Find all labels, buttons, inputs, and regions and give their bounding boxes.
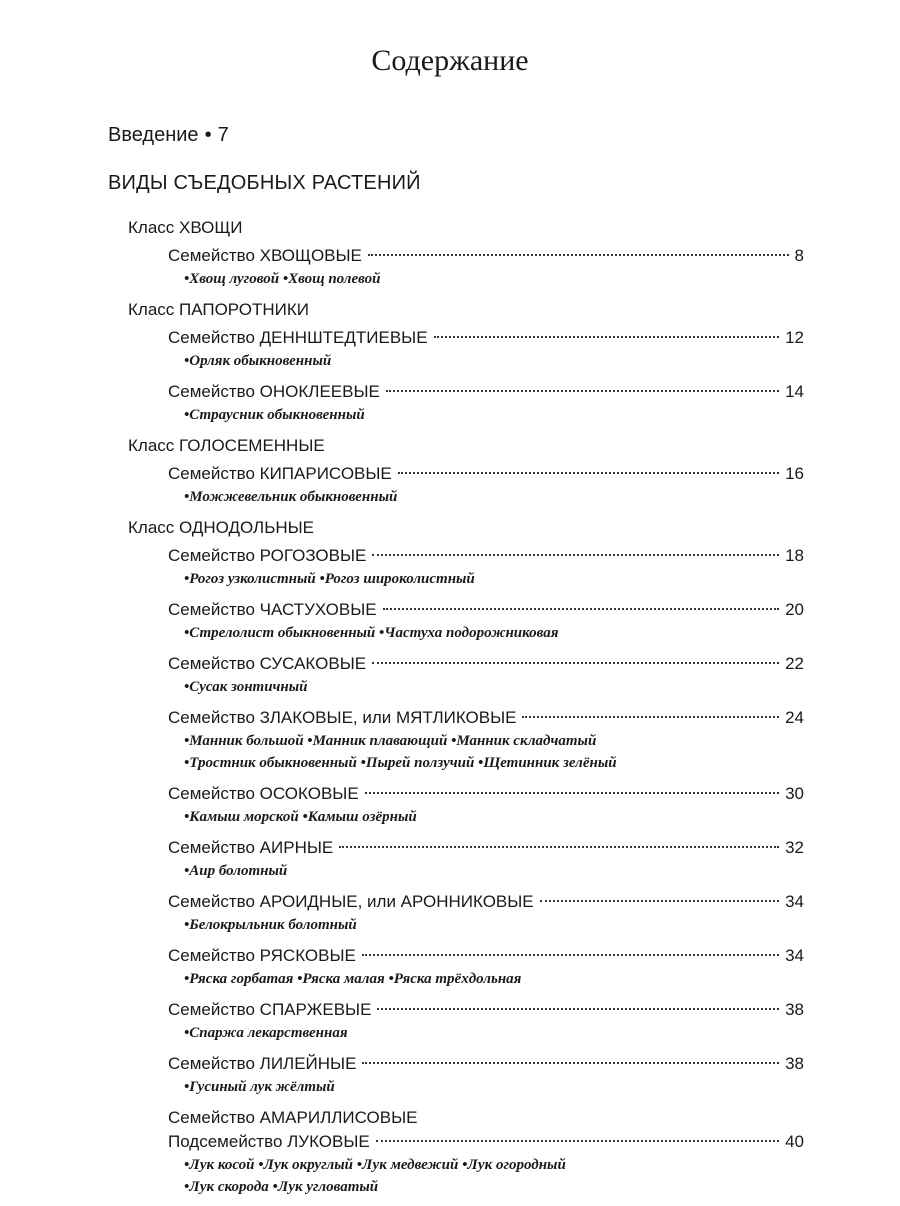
page-title: Содержание — [371, 44, 529, 77]
page-number: 40 — [785, 1132, 804, 1151]
family-line — [168, 652, 804, 676]
species-line — [184, 1022, 804, 1044]
family-name: Семейство ЛИЛЕЙНЫЕ — [168, 1054, 357, 1073]
family-line — [168, 326, 804, 350]
intro-label: Введение — [108, 124, 199, 146]
family-entry[interactable] — [168, 380, 804, 426]
species-line — [184, 676, 804, 698]
family-line — [168, 706, 804, 730]
page-number: 14 — [785, 382, 804, 401]
family-line — [168, 462, 804, 486]
subfamily-line — [168, 1130, 804, 1154]
leader-dots — [339, 846, 779, 848]
leader-dots — [540, 900, 779, 902]
family-line — [168, 944, 804, 968]
species-name: • Орляк обыкновенный — [184, 353, 331, 369]
page-number: 16 — [785, 464, 804, 483]
species-name: • Щетинник зелёный — [474, 755, 616, 771]
species-name: • Можжевельник обыкновенный — [184, 489, 397, 505]
family-entry[interactable] — [168, 544, 804, 590]
intro-page: 7 — [217, 124, 229, 146]
intro-entry[interactable] — [108, 124, 229, 147]
family-name: Семейство ОНОКЛЕЕВЫЕ — [168, 382, 380, 401]
family-line — [168, 1052, 804, 1076]
leader-dots — [362, 1062, 779, 1064]
family-entry[interactable] — [168, 652, 804, 698]
species-name: • Лук округлый — [255, 1157, 353, 1173]
species-line — [184, 806, 804, 828]
page-number: 22 — [785, 654, 804, 673]
species-name: • Страусник обыкновенный — [184, 407, 365, 423]
family-line — [168, 998, 804, 1022]
page-number: 34 — [785, 946, 804, 965]
species-name: • Ряска горбатая — [184, 971, 293, 987]
species-name: • Ряска трёхдольная — [385, 971, 522, 987]
family-entry[interactable] — [168, 1106, 804, 1198]
species-name: • Рогоз узколистный — [184, 571, 316, 587]
species-name: • Камыш морской — [184, 809, 299, 825]
leader-dots — [386, 390, 779, 392]
species-name: • Лук угловатый — [269, 1179, 378, 1195]
page-number: 34 — [785, 892, 804, 911]
species-line — [184, 404, 804, 426]
toc-list — [0, 210, 900, 1206]
family-line — [168, 244, 804, 268]
species-name: • Рогоз широколистный — [316, 571, 475, 587]
species-name: • Манник большой — [184, 733, 304, 749]
family-entry[interactable] — [168, 890, 804, 936]
leader-dots — [372, 554, 779, 556]
species-name: • Хвощ полевой — [279, 271, 380, 287]
family-entry[interactable] — [168, 244, 804, 290]
leader-dots — [398, 472, 779, 474]
family-entry[interactable] — [168, 462, 804, 508]
species-name: • Пырей ползучий — [357, 755, 474, 771]
species-name: • Лук косой — [184, 1157, 255, 1173]
family-entry[interactable] — [168, 598, 804, 644]
species-line — [184, 486, 804, 508]
page-number: 30 — [785, 784, 804, 803]
page-number: 38 — [785, 1000, 804, 1019]
species-line — [184, 968, 804, 990]
page-number: 32 — [785, 838, 804, 857]
family-entry[interactable] — [168, 706, 804, 774]
species-name: • Манник плавающий — [304, 733, 448, 749]
family-line — [168, 544, 804, 568]
species-line — [184, 350, 804, 372]
species-name: • Лук медвежий — [353, 1157, 458, 1173]
family-name: Семейство ОСОКОВЫЕ — [168, 784, 359, 803]
page-number: 8 — [794, 246, 804, 265]
leader-dots — [522, 716, 779, 718]
leader-dots — [365, 792, 779, 794]
leader-dots — [377, 1008, 779, 1010]
species-name: • Хвощ луговой — [184, 271, 279, 287]
family-name: Семейство АМАРИЛЛИСОВЫЕ — [168, 1108, 418, 1127]
species-line — [184, 1154, 804, 1176]
species-name: • Ряска малая — [293, 971, 384, 987]
family-name: Семейство КИПАРИСОВЫЕ — [168, 464, 392, 483]
species-name: • Гусиный лук жёлтый — [184, 1079, 335, 1095]
species-name: • Лук огородный — [458, 1157, 565, 1173]
family-name: Семейство АИРНЫЕ — [168, 838, 334, 857]
family-name: Семейство АРОИДНЫЕ, или АРОННИКОВЫЕ — [168, 892, 534, 911]
family-name: Семейство ХВОЩОВЫЕ — [168, 246, 362, 265]
family-name: Семейство СПАРЖЕВЫЕ — [168, 1000, 372, 1019]
species-line — [184, 568, 804, 590]
species-line — [184, 268, 804, 290]
species-name: • Белокрыльник болотный — [184, 917, 357, 933]
species-name: • Тростник обыкновенный — [184, 755, 357, 771]
species-name: • Камыш озёрный — [299, 809, 417, 825]
species-name: • Спаржа лекарственная — [184, 1025, 348, 1041]
family-line — [168, 890, 804, 914]
class-heading: Класс ОДНОДОЛЬНЫЕ — [128, 518, 315, 537]
species-line — [184, 622, 804, 644]
species-line — [184, 1076, 804, 1098]
species-name: • Частуха подорожниковая — [375, 625, 558, 641]
class-heading: Класс ПАПОРОТНИКИ — [128, 300, 309, 319]
leader-dots — [372, 662, 779, 664]
class-heading: Класс ГОЛОСЕМЕННЫЕ — [128, 436, 325, 455]
species-name: • Аир болотный — [184, 863, 287, 879]
page-number: 24 — [785, 708, 804, 727]
family-entry[interactable] — [168, 1052, 804, 1098]
family-entry[interactable] — [168, 326, 804, 372]
page-number: 20 — [785, 600, 804, 619]
page-number: 18 — [785, 546, 804, 565]
page-number: 12 — [785, 328, 804, 347]
class-heading: Класс ХВОЩИ — [128, 218, 243, 237]
family-entry[interactable] — [168, 998, 804, 1044]
species-line — [184, 914, 804, 936]
leader-dots — [368, 254, 789, 256]
species-line — [184, 730, 804, 752]
family-line — [168, 380, 804, 404]
leader-dots — [434, 336, 780, 338]
species-name: • Лук скорода — [184, 1179, 269, 1195]
species-line — [184, 752, 804, 774]
family-entry[interactable] — [168, 782, 804, 828]
family-entry[interactable] — [168, 836, 804, 882]
part-heading: ВИДЫ СЪЕДОБНЫХ РАСТЕНИЙ — [108, 172, 421, 194]
family-name: Семейство СУСАКОВЫЕ — [168, 654, 367, 673]
species-line — [184, 860, 804, 882]
family-line — [168, 598, 804, 622]
family-name: Семейство РОГОЗОВЫЕ — [168, 546, 367, 565]
species-name: • Стрелолист обыкновенный — [184, 625, 375, 641]
family-line — [168, 836, 804, 860]
subfamily-name: Подсемейство ЛУКОВЫЕ — [168, 1132, 370, 1151]
family-entry[interactable] — [168, 944, 804, 990]
leader-dots — [376, 1140, 779, 1142]
family-name: Семейство ЧАСТУХОВЫЕ — [168, 600, 377, 619]
family-title-line — [168, 1106, 804, 1130]
family-name: Семейство ДЕННШТЕДТИЕВЫЕ — [168, 328, 428, 347]
leader-dots — [383, 608, 779, 610]
family-name: Семейство ЗЛАКОВЫЕ, или МЯТЛИКОВЫЕ — [168, 708, 517, 727]
species-line — [184, 1176, 804, 1198]
page-number: 38 — [785, 1054, 804, 1073]
leader-dots — [362, 954, 779, 956]
species-name: • Манник складчатый — [447, 733, 596, 749]
family-line — [168, 782, 804, 806]
bullet-icon: • — [204, 124, 212, 146]
family-name: Семейство РЯСКОВЫЕ — [168, 946, 356, 965]
species-name: • Сусак зонтичный — [184, 679, 308, 695]
